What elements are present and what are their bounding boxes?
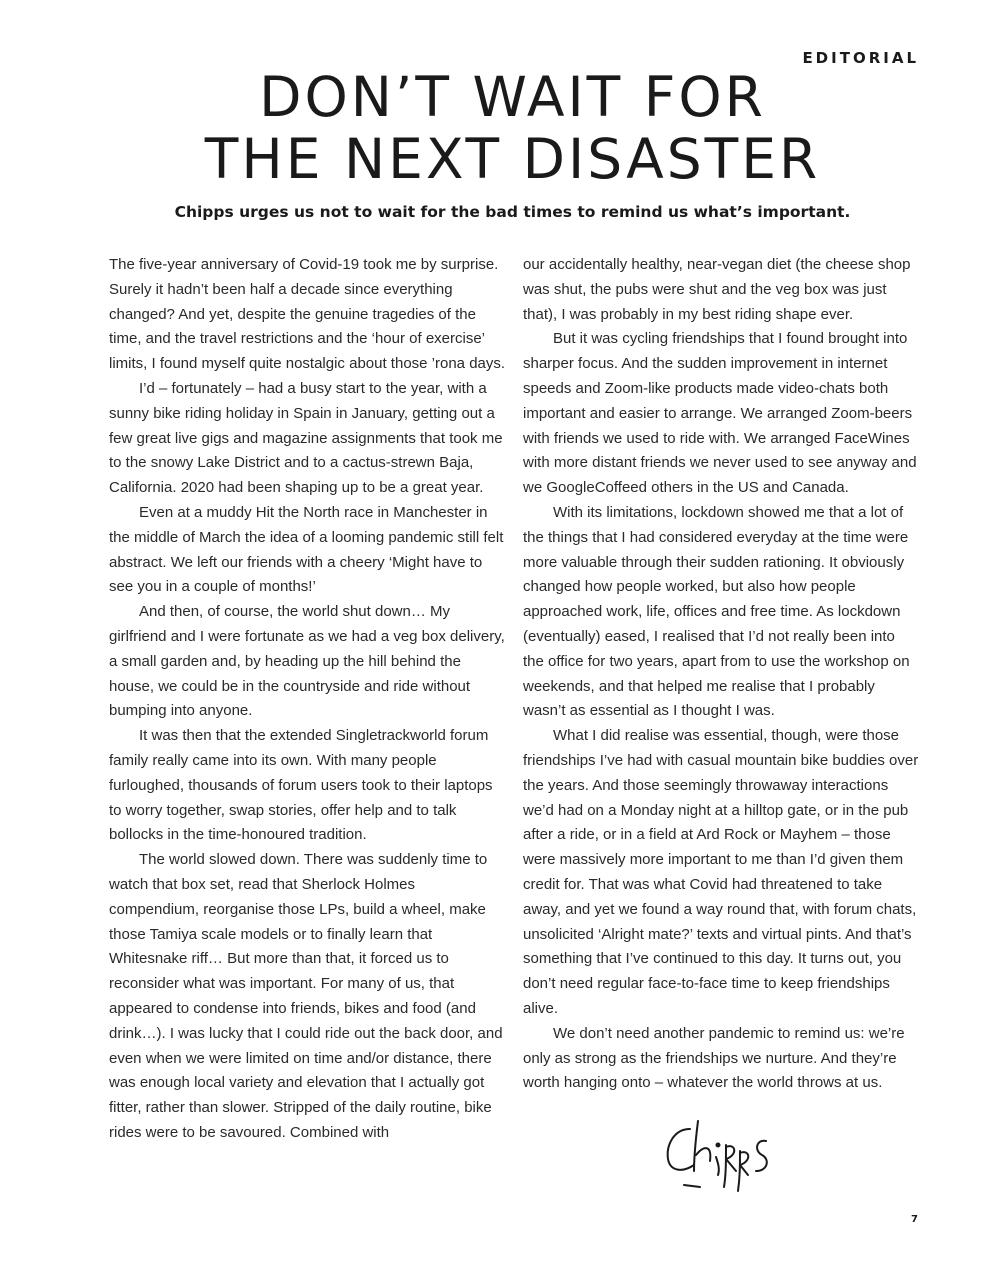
headline-line-2: THE NEXT DISASTER: [204, 127, 821, 191]
section-label: EDITORIAL: [802, 49, 919, 67]
body-column-right: [523, 253, 919, 1096]
headline-line-1: DON’T WAIT FOR: [259, 65, 766, 129]
headline: [0, 66, 990, 190]
page-number: 7: [911, 1214, 918, 1225]
paragraph: But it was cycling friendships that I found brought into sharper focus. And the sudden improvement in internet speeds and Zoom-like products made video-chats both important and easier to arrange. We arranged Zoom-beers with friends we used to ride with. We arranged FaceWines with more distant friends we never used to see anyway and we GoogleCoffeed others in the US and Canada.: [523, 330, 917, 497]
paragraph: Even at a muddy Hit the North race in Manchester in the middle of March the idea of a looming pandemic still felt abstract. We left our friends with a cheery ‘Might have to see you in a couple of months!’: [109, 503, 504, 596]
author-signature: [660, 1115, 780, 1200]
paragraph: our accidentally healthy, near-vegan diet (the cheese shop was shut, the pubs were shut and the veg box was just that), I was probably in my best riding shape ever.: [523, 256, 911, 323]
paragraph: What I did realise was essential, though, were those friendships I’ve had with casual mountain bike buddies over the years. And those seemingly throwaway interactions we’d had on a Monday night at a hilltop gate, or in the pub after a ride, or in a field at Ard Rock or Mayhem – those were massively more important to me than I’d given them credit for. That was what Covid had threatened to take away, and yet we found a way round that, with forum chats, unsolicited ‘Alright mate?’ texts and virtual pints. And that’s something that I’ve continued to this day. It turns out, you don’t need regular face-to-face time to keep friendships alive.: [523, 727, 919, 1017]
paragraph: The world slowed down. There was suddenly time to watch that box set, read that Sherlock Holmes compendium, reorganise those LPs, build a wheel, make those Tamiya scale models or to finally learn that Whitesnake riff… But more than that, it forced us to reconsider what was important. For many of us, that appeared to condense into friends, bikes and food (and drink…). I was lucky that I could ride out the back door, and even when we were limited on time and/or distance, there was enough local variety and elevation that I actually got fitter, rather than slower. Stripped of the daily routine, bike rides were to be savoured. Combined with: [109, 851, 503, 1141]
paragraph: It was then that the extended Singletrackworld forum family really came into its own. With many people furloughed, thousands of forum users took to their laptops to worry together, swap stories, offer help and to talk bollocks in the time-honoured tradition.: [109, 727, 493, 844]
body-column-left: [109, 253, 509, 1146]
paragraph: The five-year anniversary of Covid-19 took me by surprise. Surely it hadn’t been half a decade since everything changed? And yet, despite the genuine tragedies of the time, and the travel restrictions and the ‘hour of exercise’ limits, I found myself quite nostalgic about those ’rona days.: [109, 256, 506, 373]
paragraph: I’d – fortunately – had a busy start to the year, with a sunny bike riding holiday in Spain in January, getting out a few great live gigs and magazine assignments that took me to the snowy Lake District and to a cactus-strewn Baja, California. 2020 had been shaping up to be a great year.: [109, 379, 503, 497]
paragraph: And then, of course, the world shut down… My girlfriend and I were fortunate as we had a veg box delivery, a small garden and, by heading up the hill behind the house, we could be in the countryside and ride without bumping into anyone.: [109, 603, 505, 720]
paragraph: We don’t need another pandemic to remind us: we’re only as strong as the friendships we nurture. And they’re worth hanging onto – whatever the world throws at us.: [523, 1024, 905, 1092]
standfirst: Chipps urges us not to wait for the bad times to remind us what’s important.: [174, 203, 851, 221]
paragraph: With its limitations, lockdown showed me that a lot of the things that I had considered everyday at the time were more valuable through their sudden rationing. It obviously changed how people worked, but also how people approached work, life, offices and free time. As lockdown (eventually) eased, I realised that I’d not really been into the office for two years, apart from to use the workshop on weekends, and that helped me realise that I probably wasn’t as essential as I thought I was.: [523, 503, 910, 720]
